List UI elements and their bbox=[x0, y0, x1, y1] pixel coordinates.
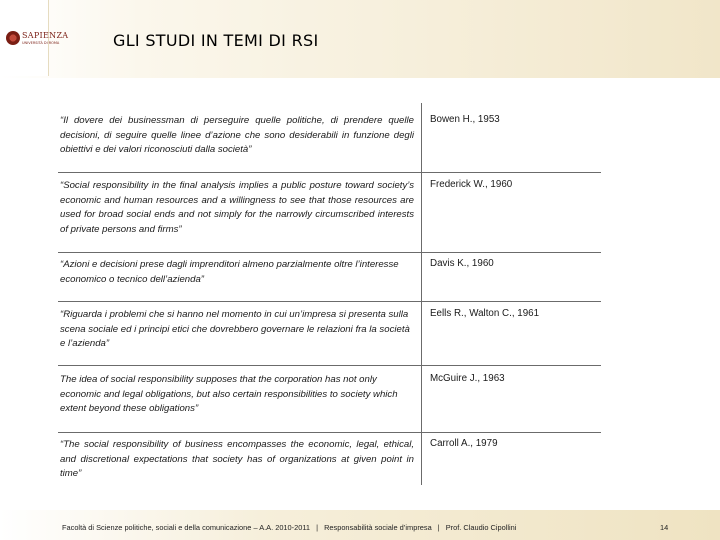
author-citation: Eells R., Walton C., 1961 bbox=[430, 308, 540, 319]
author-citation: Frederick W., 1960 bbox=[430, 179, 513, 190]
author-citation: Davis K., 1960 bbox=[430, 258, 494, 269]
quote-text: “Riguarda i problemi che si hanno nel momento in cui un’impresa si presenta sulla scena sociale ed i principi etici che dovrebbero governare le relazioni fra la società e l’azienda” bbox=[60, 309, 410, 349]
footer-faculty: Facoltà di Scienze politiche, sociali e della comunicazione – A.A. 2010-2011 bbox=[62, 523, 311, 532]
row-divider bbox=[58, 432, 601, 433]
author-citation: Bowen H., 1953 bbox=[430, 114, 500, 125]
quote-text: “Social responsibility in the final analysis implies a public posture toward society’s economic and human resources and a willingness to see that those resources are used for broad social ends and not simply for the narrowly circumscribed interests of private persons and firms” bbox=[60, 180, 414, 235]
footer-info bbox=[62, 523, 516, 532]
author-citation: Carroll A., 1979 bbox=[430, 438, 498, 449]
row-divider bbox=[58, 301, 601, 302]
university-logo bbox=[0, 0, 69, 76]
row-divider bbox=[58, 252, 601, 253]
quote-text: “Azioni e decisioni prese dagli imprenditori almeno parzialmente oltre l’interesse economico o tecnico dell’azienda” bbox=[60, 259, 399, 285]
quote-text: The idea of social responsibility supposes that the corporation has not only economic and legal obligations, but also certain responsibilities to society which extent beyond these obligations” bbox=[60, 374, 398, 414]
seal-icon bbox=[6, 31, 20, 45]
slide-title: GLI STUDI IN TEMI DI RSI bbox=[113, 31, 319, 50]
quote-text: “The social responsibility of business encompasses the economic, legal, ethical, and discretional expectations that society has of organizations at given point in time” bbox=[60, 439, 414, 479]
footer-professor: Prof. Claudio Cipollini bbox=[445, 523, 517, 532]
slide-header bbox=[0, 0, 720, 78]
logo-subtext: UNIVERSITÀ DI ROMA bbox=[22, 41, 60, 45]
footer-course: Responsabilità sociale d’impresa bbox=[324, 523, 432, 532]
column-divider bbox=[421, 103, 422, 485]
row-divider bbox=[58, 365, 601, 366]
quote-text: “Il dovere dei businessman di perseguire quelle politiche, di prendere quelle decisioni, di seguire quelle linee d’azione che sono desiderabili in funzione degli obiettivi e dei valori riconosciuti dalla società” bbox=[60, 115, 414, 155]
footer-separator: | bbox=[437, 523, 440, 532]
page-number: 14 bbox=[660, 523, 669, 532]
footer-separator: | bbox=[316, 523, 318, 532]
logo-text: SAPIENZA bbox=[22, 31, 69, 40]
row-divider bbox=[58, 172, 601, 173]
author-citation: McGuire J., 1963 bbox=[430, 373, 505, 384]
